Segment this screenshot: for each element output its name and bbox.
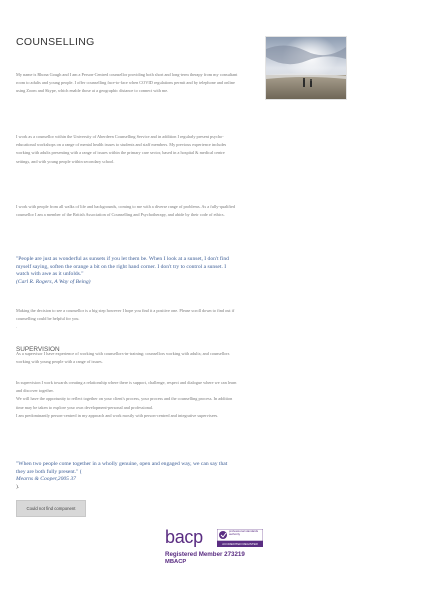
quote-text: "People are just as wonderful as sunsets if you let them be. When I look at a sunset, I don't find myself saying, soften the orange a bit on the right hand corner. I don't try to control a sunset. I watch with awe as it unfolds." [16,256,229,278]
psa-badge-text: professional standards authority [229,529,259,537]
mearns-quote [16,461,238,491]
psa-badge-icon [217,529,263,547]
registered-member-text: Registered Member 273219 [165,551,245,558]
supervision-heading: SUPERVISION [16,346,60,353]
intro-paragraph: My name is Rhona Gough and I am a Person-Centred counsellor providing both short and long-term therapy from my consultant room to adults and young people. I offer counselling face-to-face when COVID regulations permit and by telephone and online using Zoom and Skype, which enable those at a geographic distance to connect with me. [16,72,238,94]
beach-photo [265,36,347,100]
quote-text: "When two people come together in a wholly genuine, open and engaged way, we can say that they are both fully present." ( [16,461,228,475]
bacp-registration-badge [165,527,265,567]
decision-dot: . [16,324,18,330]
quote-close: ). [16,483,20,490]
supervision-detail-paragraph: In supervision I work towards creating a relationship where there is support, challenge, respect and dialogue where we can learn and discover together. We will have the opportunity to reflect together on your client's process, your process and the counselling process. In addition time may be taken to explore your own development-personal and professional. I am predominantly person-centred in my approach and work mostly with person-centred and integrative supervisees. [16,380,237,418]
page-title: COUNSELLING [16,36,95,48]
beach-photo-icon [266,37,346,99]
membership-text: MBACP [165,559,187,565]
clients-paragraph: I work with people from all walks of life and backgrounds, coming to me with a diverse range of problems. As a fully-qualified counsellor I am a member of the British Association of Counselling and Psychotherapy, and abide by their code of ethics. [16,204,236,218]
psa-badge-strip: ACCREDITED REGISTER [222,541,258,546]
component-error-button[interactable]: Could not find component [16,500,86,517]
experience-paragraph: I work as a counsellor within the University of Aberdeen Counselling Service and in addition I regularly present psycho-educational workshops on a range of mental health issues to students and staff members. My previous experience includes working with adults presenting with a range of issues within the primary care sector, based in a hospital & medical centre settings, and with young people within secondary school. [16,134,227,164]
supervision-intro-paragraph: As a supervisor I have experience of working with counsellors-in-training; counsellors working with adults; and counsellors working with young people with a range of issues. [16,351,230,365]
quote-citation: (Carl R. Rogers, A Way of Being) [16,278,91,285]
rogers-quote [16,256,238,286]
decision-paragraph [16,307,238,332]
bacp-logo: bacp [165,527,203,547]
quote-citation: Mearns & Cooper,2005 37 [16,476,76,483]
decision-text: Making the decision to see a counsellor is a big step however I hope you find it a positive one. Please scroll down to find out if counselling could be helpful for you. [16,308,235,322]
